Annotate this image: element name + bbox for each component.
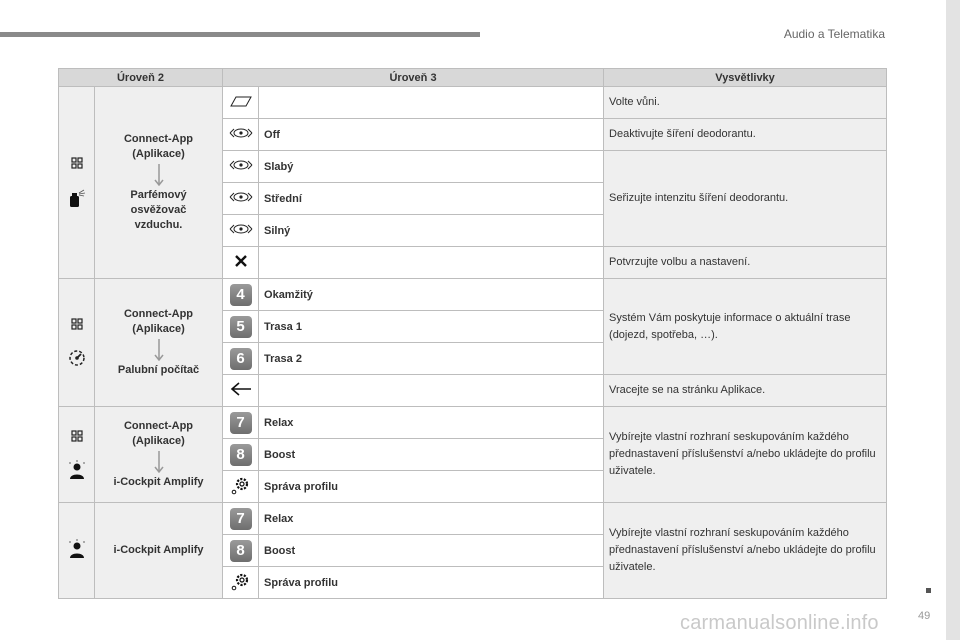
level3-icon-cell bbox=[223, 247, 259, 279]
level3-icon-cell bbox=[223, 215, 259, 247]
down-arrow-icon bbox=[154, 451, 164, 473]
level3-label: Silný bbox=[259, 215, 604, 247]
settings-gear-icon[interactable] bbox=[231, 475, 251, 495]
explanation: Seřizujte intenzitu šíření deodorantu. bbox=[604, 151, 887, 247]
section-title: Audio a Telematika bbox=[783, 27, 885, 41]
level2-parent: Connect-App (Aplikace) bbox=[123, 420, 194, 447]
watermark: carmanualsonline.info bbox=[680, 612, 879, 634]
table-row bbox=[59, 87, 887, 119]
level3-icon-cell bbox=[223, 375, 259, 407]
number-badge[interactable]: 8 bbox=[230, 444, 252, 466]
level3-label: Trasa 1 bbox=[259, 311, 604, 343]
level3-icon-cell bbox=[223, 471, 259, 503]
apps-grid-icon bbox=[71, 318, 83, 330]
trip-computer-icon bbox=[67, 348, 87, 368]
level3-label: Off bbox=[259, 119, 604, 151]
number-badge[interactable]: 5 bbox=[230, 316, 252, 338]
level3-icon-cell bbox=[223, 535, 259, 567]
level3-label: Trasa 2 bbox=[259, 343, 604, 375]
level3-label: Okamžitý bbox=[259, 279, 604, 311]
level3-icon-cell bbox=[223, 183, 259, 215]
back-arrow-icon[interactable] bbox=[230, 381, 252, 397]
table-row bbox=[59, 407, 887, 439]
level3-icon-cell bbox=[223, 151, 259, 183]
table-row bbox=[59, 279, 887, 311]
explanation: Vracejte se na stránku Aplikace. bbox=[604, 375, 887, 407]
apps-grid-icon bbox=[71, 157, 83, 169]
level2-icons bbox=[59, 279, 95, 407]
diffusion-eye-icon[interactable] bbox=[228, 127, 254, 139]
user-profile-icon bbox=[67, 460, 87, 480]
level2-cell bbox=[95, 279, 223, 407]
number-badge[interactable]: 4 bbox=[230, 284, 252, 306]
user-profile-icon bbox=[67, 539, 87, 559]
settings-gear-icon[interactable] bbox=[231, 571, 251, 591]
level3-icon-cell bbox=[223, 87, 259, 119]
level2-cell bbox=[95, 407, 223, 503]
close-icon[interactable] bbox=[235, 255, 247, 267]
level2-child: i-Cockpit Amplify bbox=[113, 476, 204, 488]
level3-label: Správa profilu bbox=[259, 567, 604, 599]
level2-icons bbox=[59, 407, 95, 503]
level3-label: Relax bbox=[259, 407, 604, 439]
level2-icons bbox=[59, 503, 95, 599]
explanation: Volte vůni. bbox=[604, 87, 887, 119]
level3-label: Správa profilu bbox=[259, 471, 604, 503]
level2-parent: Connect-App (Aplikace) bbox=[123, 133, 194, 160]
number-badge[interactable]: 6 bbox=[230, 348, 252, 370]
number-badge[interactable]: 7 bbox=[230, 508, 252, 530]
level3-label: Střední bbox=[259, 183, 604, 215]
scent-bottle-icon[interactable] bbox=[229, 95, 253, 107]
level3-icon-cell bbox=[223, 279, 259, 311]
level2-cell bbox=[95, 87, 223, 279]
level3-icon-cell bbox=[223, 311, 259, 343]
level2-icons bbox=[59, 87, 95, 279]
explanation: Vybírejte vlastní rozhraní seskupováním každého přednastavení příslušenství a/nebo ukládejte do profilu uživatele. bbox=[604, 503, 887, 599]
column-header: Úroveň 3 bbox=[223, 69, 604, 87]
level2-child: Palubní počítač bbox=[117, 364, 200, 376]
air-freshener-icon bbox=[66, 187, 88, 209]
page-mark bbox=[926, 588, 931, 593]
column-header: Vysvětlivky bbox=[604, 69, 887, 87]
top-bar bbox=[0, 32, 480, 37]
explanation: Vybírejte vlastní rozhraní seskupováním každého přednastavení příslušenství a/nebo ukládejte do profilu uživatele. bbox=[604, 407, 887, 503]
apps-grid-icon bbox=[71, 430, 83, 442]
page-number: 49 bbox=[918, 610, 931, 622]
explanation: Systém Vám poskytuje informace o aktuální trase (dojezd, spotřeba, …). bbox=[604, 279, 887, 375]
right-strip bbox=[946, 0, 960, 640]
down-arrow-icon bbox=[154, 339, 164, 361]
level2-parent: Connect-App (Aplikace) bbox=[123, 308, 194, 335]
level3-label bbox=[259, 247, 604, 279]
number-badge[interactable]: 7 bbox=[230, 412, 252, 434]
column-header: Úroveň 2 bbox=[59, 69, 223, 87]
diffusion-eye-icon[interactable] bbox=[228, 223, 254, 235]
number-badge[interactable]: 8 bbox=[230, 540, 252, 562]
level3-icon-cell bbox=[223, 407, 259, 439]
explanation: Potvrzujte volbu a nastavení. bbox=[604, 247, 887, 279]
level3-icon-cell bbox=[223, 439, 259, 471]
table-row bbox=[59, 503, 887, 535]
level2-child: i-Cockpit Amplify bbox=[113, 544, 204, 556]
level3-label: Slabý bbox=[259, 151, 604, 183]
down-arrow-icon bbox=[154, 164, 164, 186]
level3-label: Relax bbox=[259, 503, 604, 535]
table-header bbox=[59, 69, 887, 87]
diffusion-eye-icon[interactable] bbox=[228, 159, 254, 171]
menu-table bbox=[58, 68, 887, 599]
level3-label bbox=[259, 375, 604, 407]
level3-label bbox=[259, 87, 604, 119]
level3-label: Boost bbox=[259, 439, 604, 471]
explanation: Deaktivujte šíření deodorantu. bbox=[604, 119, 887, 151]
level3-icon-cell bbox=[223, 119, 259, 151]
level3-icon-cell bbox=[223, 343, 259, 375]
diffusion-eye-icon[interactable] bbox=[228, 191, 254, 203]
level2-child: Parfémový osvěžovač vzduchu. bbox=[130, 189, 187, 231]
level2-cell bbox=[95, 503, 223, 599]
level3-icon-cell bbox=[223, 567, 259, 599]
level3-label: Boost bbox=[259, 535, 604, 567]
level3-icon-cell bbox=[223, 503, 259, 535]
